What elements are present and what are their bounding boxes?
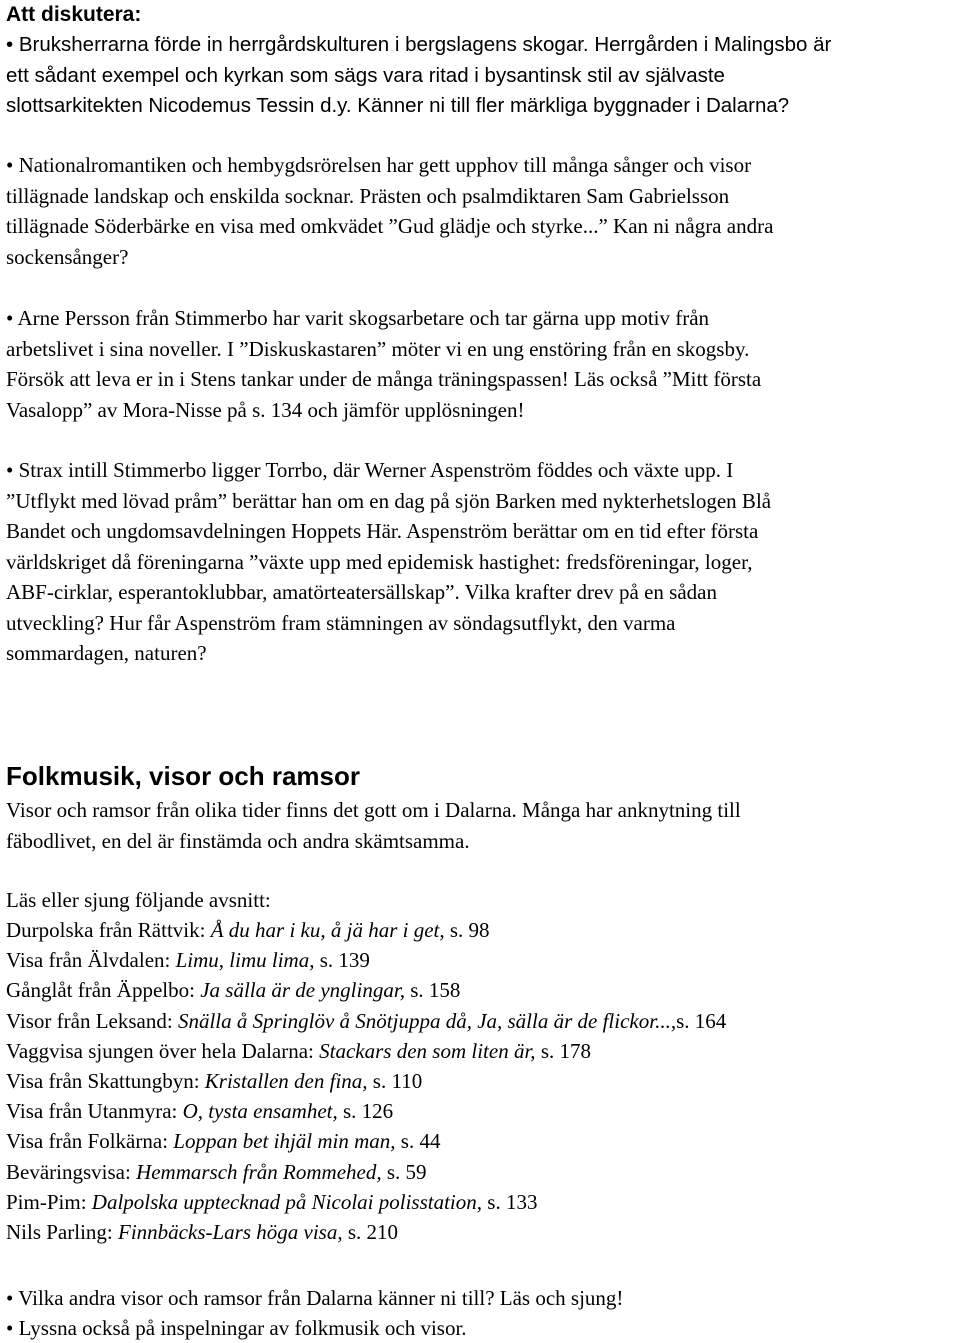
list-item [6,975,956,1005]
list-item [6,1126,956,1156]
reading-list [6,915,956,1247]
closing-item: • Vilka andra visor och ramsor från Dalarna känner ni till? Läs och sjung! [6,1286,624,1310]
list-item [6,945,956,975]
text-line: • Strax intill Stimmerbo ligger Torrbo, där Werner Aspenström föddes och växte upp. I [6,458,734,482]
list-item [6,1036,956,1066]
list-item [6,1006,956,1036]
item-title: Limu, limu lima, [175,948,315,973]
discussion-item-3 [6,303,956,425]
text-line: fäbodlivet, en del är finstämda och andra skämtsamma. [6,828,470,853]
text-line: tillägnade landskap och enskilda socknar. Prästen och psalmdiktaren Sam Gabrielsson [6,183,730,208]
item-source: Visa från Utanmyra: [6,1099,183,1124]
text-line: Visor och ramsor från olika tider finns det gott om i Dalarna. Många har anknytning till [6,798,741,822]
text-line: ett sådant exempel och kyrkan som sägs vara ritad i bysantinsk stil av självaste [6,63,725,87]
item-title: Finnbäcks-Lars höga visa, [118,1219,343,1244]
item-title: Ja sälla är de ynglingar, [200,978,405,1003]
text-line: • Nationalromantiken och hembygdsrörelsen har gett upphov till många sånger och visor [6,153,752,177]
item-page: s. 139 [314,948,370,973]
item-title: Stackars den som liten är, [319,1038,536,1063]
discussion-heading: Att diskutera: [6,3,142,26]
item-source: Visor från Leksand: [6,1008,178,1033]
section-intro [6,795,956,856]
list-item [6,915,956,945]
item-page: s. 98 [444,918,490,942]
text-line: ABF-cirklar, esperantoklubbar, amatörteatersällskap”. Vilka krafter drev på en sådan [6,580,717,604]
item-page: s. 110 [367,1068,423,1093]
discussion-item-4 [6,455,956,669]
item-title: Dalpolska upptecknad på Nicolai polisstation, [91,1189,483,1214]
list-item [6,1217,956,1247]
item-page: ,s. 164 [670,1008,727,1033]
item-source: Visa från Folkärna: [6,1129,174,1154]
text-line: Bandet och ungdomsavdelningen Hoppets Här. Aspenström berättar om en tid efter första [6,519,759,543]
text-line: • Arne Persson från Stimmerbo har varit skogsarbetare och tar gärna upp motiv från [6,306,710,330]
text-line: sommardagen, naturen? [6,641,207,665]
item-page: s. 126 [337,1099,394,1124]
closing-bullets [6,1283,956,1343]
item-title: Hemmarsch från Rommehed, [136,1159,382,1184]
text-line: arbetslivet i sina noveller. I ”Diskuskastaren” möter vi en ung enstöring från en skogsby. [6,336,750,361]
list-item [6,1157,956,1187]
item-title: O, tysta ensamhet, [182,1099,338,1124]
item-page: s. 210 [342,1219,399,1244]
text-line: Läs eller sjung följande avsnitt: [6,888,271,912]
item-source: Nils Parling: [6,1219,119,1244]
discussion-item-2 [6,150,956,272]
item-source: Visa från Älvdalen: [6,948,176,973]
reading-list-label [6,885,956,916]
section-title: Folkmusik, visor och ramsor [6,761,361,791]
item-title: Snälla å Springlöv å Snötjuppa då, Ja, sälla är de flickor... [177,1008,671,1033]
item-title: Kristallen den fina, [204,1068,368,1093]
item-page: s. 178 [535,1038,591,1063]
text-line: Vasalopp” av Mora-Nisse på s. 134 och jämför upplösningen! [6,397,525,422]
text-line: tillägnade Söderbärke en visa med omkvädet ”Gud glädje och styrke...” Kan ni några andra [6,214,774,238]
discussion-item-1 [6,30,956,122]
list-item [6,1066,956,1096]
closing-item: • Lyssna också på inspelningar av folkmusik och visor. [6,1316,467,1340]
item-page: s. 158 [404,978,461,1003]
text-line: ”Utflykt med lövad pråm” berättar han om en dag på sjön Barken med nykterhetslogen Blå [6,488,772,513]
item-source: Gånglåt från Äppelbo: [6,978,201,1003]
text-line: världskriget då föreningarna ”växte upp med epidemisk hastighet: fredsföreningar, loger, [6,549,753,574]
item-title: Loppan bet ihjäl min man, [173,1129,396,1154]
item-source: Durpolska från Rättvik: [6,918,211,942]
text-line: sockensånger? [6,244,129,269]
item-title: Å du har i ku, å jä har i get, [210,918,445,942]
text-line: slottsarkitekten Nicodemus Tessin d.y. Känner ni till fler märkliga byggnader i Dalarna? [6,94,790,117]
list-item [6,1187,956,1217]
text-line: utveckling? Hur får Aspenström fram stämningen av söndagsutflykt, den varma [6,610,676,635]
text-line: • Bruksherrarna förde in herrgårdskulturen i bergslagens skogar. Herrgården i Malingsbo är [6,33,832,56]
list-item [6,1096,956,1126]
item-page: s. 44 [395,1129,441,1154]
item-page: s. 59 [381,1159,427,1184]
item-source: Pim-Pim: [6,1189,92,1214]
item-source: Beväringsvisa: [6,1159,137,1184]
item-source: Visa från Skattungbyn: [6,1068,205,1093]
item-page: s. 133 [482,1189,538,1214]
text-line: Försök att leva er in i Stens tankar under de många träningspassen! Läs också ”Mitt första [6,367,762,391]
item-source: Vaggvisa sjungen över hela Dalarna: [6,1038,320,1063]
